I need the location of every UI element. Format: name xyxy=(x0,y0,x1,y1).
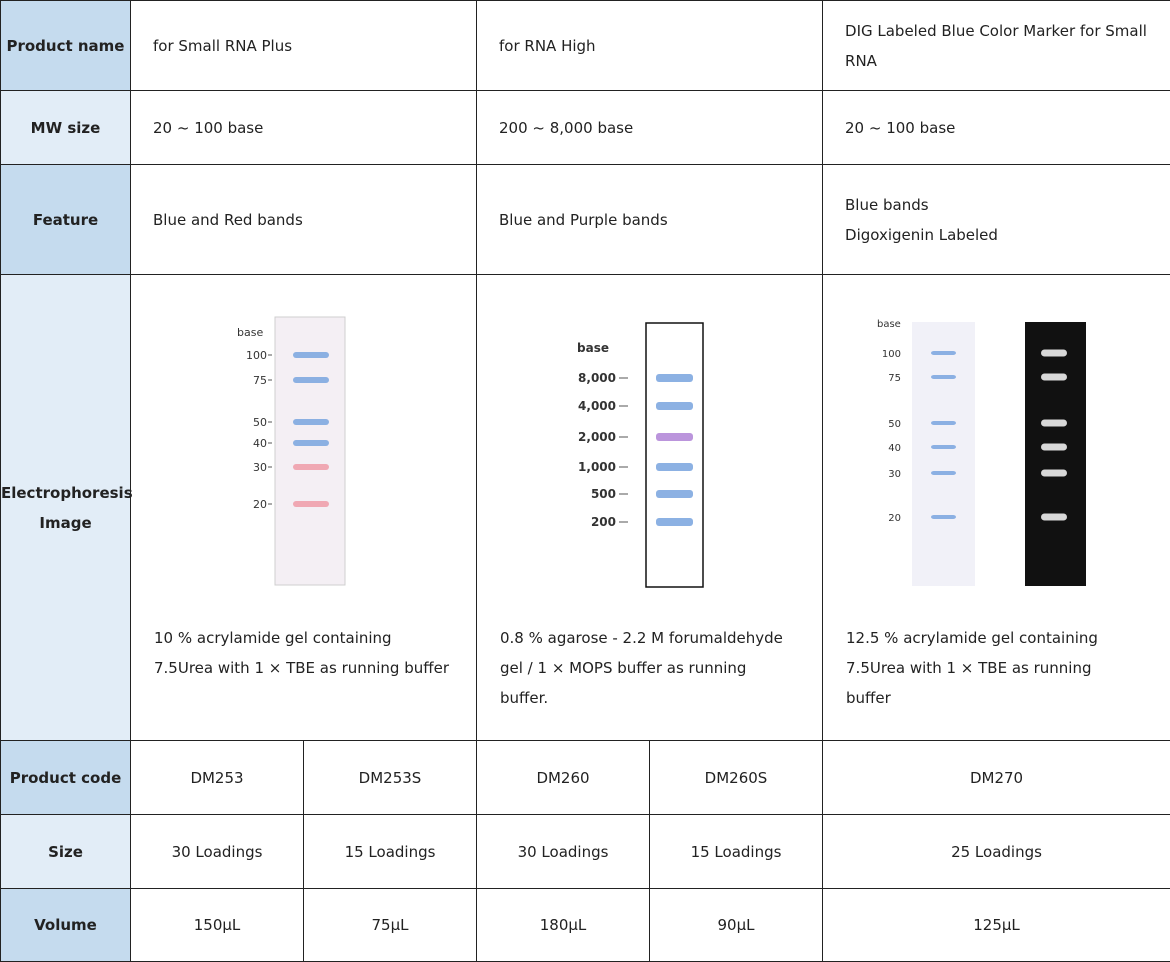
row-header-electrophoresis xyxy=(1,275,131,741)
volume-cell: 150μL xyxy=(131,889,304,962)
gel-band xyxy=(931,471,956,475)
caption-line: gel / 1 × MOPS buffer as running xyxy=(500,659,747,677)
ladder-label: 500 xyxy=(590,487,616,501)
gel-band xyxy=(293,501,329,507)
size-cell: 30 Loadings xyxy=(477,815,650,889)
ladder-label: 50 xyxy=(888,419,902,430)
unit-label: base xyxy=(877,319,901,330)
caption-line: buffer. xyxy=(500,689,549,707)
gel-cell-dig-labeled xyxy=(823,275,1170,741)
gel-image-dig-labeled xyxy=(823,275,1169,615)
row-header-volume: Volume xyxy=(1,889,131,962)
gel-caption-rna-high xyxy=(500,623,805,713)
mw-size-small-rna-plus: 20 ~ 100 base xyxy=(131,91,477,165)
gel-band-signal xyxy=(1041,420,1067,427)
volume-cell: 125μL xyxy=(823,889,1170,962)
size-cell: 30 Loadings xyxy=(131,815,304,889)
caption-line: 7.5Urea with 1 × TBE as running xyxy=(846,659,1092,677)
mw-size-dig-labeled: 20 ~ 100 base xyxy=(823,91,1170,165)
gel-cell-rna-high xyxy=(477,275,823,741)
gel-band xyxy=(293,419,329,425)
caption-line: 0.8 % agarose - 2.2 M forumaldehyde xyxy=(500,629,783,647)
gel-caption-dig-labeled xyxy=(846,623,1151,713)
gel-band xyxy=(656,463,693,471)
feature-small-rna-plus: Blue and Red bands xyxy=(131,165,477,275)
ladder-label: 200 xyxy=(590,515,616,529)
row-volume xyxy=(1,889,1170,962)
gel-band xyxy=(656,402,693,410)
gel-cell-small-rna-plus xyxy=(131,275,477,741)
gel-band-signal xyxy=(1041,470,1067,477)
row-header-product-name: Product name xyxy=(1,1,131,91)
product-name-dig-labeled: DIG Labeled Blue Color Marker for Small RNA xyxy=(823,1,1170,91)
gel-band xyxy=(931,375,956,379)
caption-line: 10 % acrylamide gel containing xyxy=(154,629,392,647)
gel-band xyxy=(293,377,329,383)
row-product-code xyxy=(1,741,1170,815)
product-code-cell: DM253 xyxy=(131,741,304,815)
row-electrophoresis xyxy=(1,275,1170,741)
row-header-mw-size: MW size xyxy=(1,91,131,165)
caption-line: 12.5 % acrylamide gel containing xyxy=(846,629,1098,647)
ladder-label: 30 xyxy=(888,469,902,480)
gel-band xyxy=(931,515,956,519)
gel-band xyxy=(931,421,956,425)
gel-band-signal xyxy=(1041,374,1067,381)
volume-cell: 75μL xyxy=(304,889,477,962)
row-header-size: Size xyxy=(1,815,131,889)
header-line: Electrophoresis xyxy=(1,483,133,502)
gel-band xyxy=(293,440,329,446)
gel-band xyxy=(293,464,329,470)
ladder-label: 75 xyxy=(253,374,267,387)
ladder-label: 20 xyxy=(253,498,267,511)
unit-label: base xyxy=(577,341,609,355)
product-name-rna-high: for RNA High xyxy=(477,1,823,91)
product-code-cell: DM260 xyxy=(477,741,650,815)
ladder-label: 50 xyxy=(253,416,267,429)
ladder-label: 30 xyxy=(253,461,267,474)
size-cell: 15 Loadings xyxy=(650,815,823,889)
size-cell: 15 Loadings xyxy=(304,815,477,889)
gel-band xyxy=(656,518,693,526)
gel-band xyxy=(931,445,956,449)
feature-dig-labeled xyxy=(823,165,1170,275)
feature-rna-high: Blue and Purple bands xyxy=(477,165,823,275)
gel-band-signal xyxy=(1041,350,1067,357)
gel-band-signal xyxy=(1041,514,1067,521)
row-size xyxy=(1,815,1170,889)
mw-size-rna-high: 200 ~ 8,000 base xyxy=(477,91,823,165)
gel-caption-small-rna-plus xyxy=(154,623,459,683)
ladder-label: 40 xyxy=(888,443,902,454)
gel-band xyxy=(656,490,693,498)
volume-cell: 90μL xyxy=(650,889,823,962)
gel-lane-stained xyxy=(912,322,975,586)
product-code-cell: DM253S xyxy=(304,741,477,815)
caption-line: buffer xyxy=(846,689,891,707)
gel-lane-detected xyxy=(1025,322,1086,586)
product-code-cell: DM270 xyxy=(823,741,1170,815)
gel-image-small-rna-plus xyxy=(131,275,477,615)
ladder-label: 8,000 xyxy=(578,371,616,385)
volume-cell: 180μL xyxy=(477,889,650,962)
ladder-label: 1,000 xyxy=(578,460,616,474)
gel-band xyxy=(656,374,693,382)
size-cell: 25 Loadings xyxy=(823,815,1170,889)
ladder-label: 100 xyxy=(881,349,902,360)
row-mw-size xyxy=(1,91,1170,165)
row-header-feature: Feature xyxy=(1,165,131,275)
ladder-label: 100 xyxy=(246,349,267,362)
product-code-cell: DM260S xyxy=(650,741,823,815)
gel-band xyxy=(293,352,329,358)
header-line: Image xyxy=(39,513,92,532)
gel-image-rna-high xyxy=(477,275,823,615)
ladder-label: 4,000 xyxy=(578,399,616,413)
caption-line: 7.5Urea with 1 × TBE as running buffer xyxy=(154,659,449,677)
feature-line: Digoxigenin Labeled xyxy=(845,225,998,244)
ladder-label: 40 xyxy=(253,437,267,450)
gel-lane xyxy=(646,323,703,587)
ladder-label: 2,000 xyxy=(578,430,616,444)
gel-band xyxy=(931,351,956,355)
ladder-label: 20 xyxy=(888,513,902,524)
unit-label: base xyxy=(237,326,264,339)
row-feature xyxy=(1,165,1170,275)
row-header-product-code: Product code xyxy=(1,741,131,815)
gel-band-signal xyxy=(1041,444,1067,451)
product-name-small-rna-plus: for Small RNA Plus xyxy=(131,1,477,91)
feature-line: Blue bands xyxy=(845,195,929,214)
ladder-label: 75 xyxy=(888,373,902,384)
row-product-name xyxy=(1,1,1170,91)
gel-band xyxy=(656,433,693,441)
